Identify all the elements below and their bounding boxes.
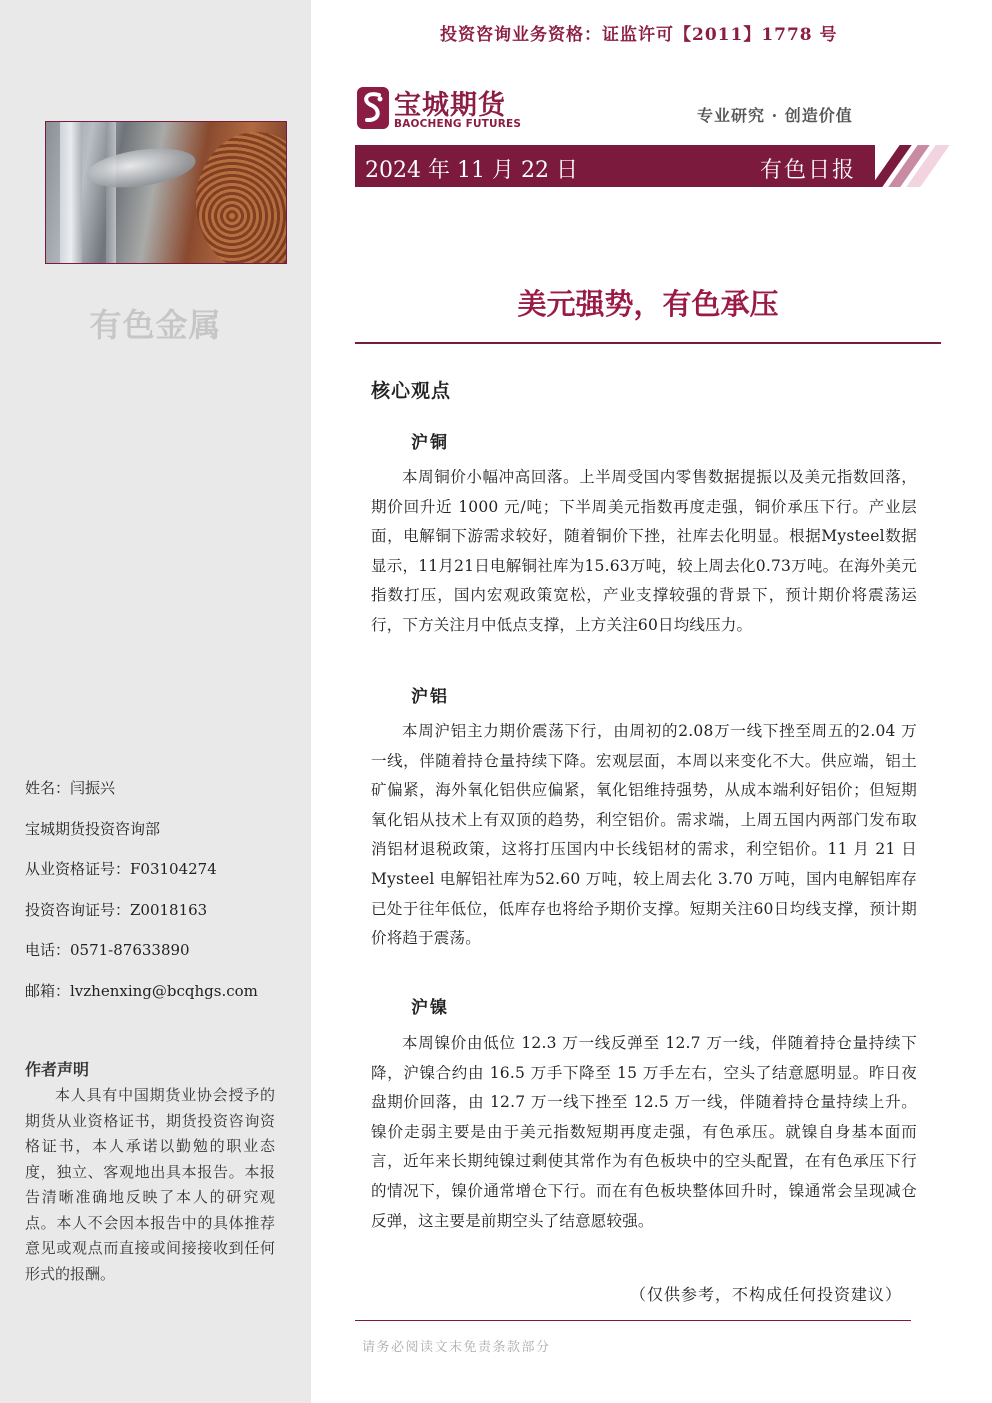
page-title: 美元强势，有色承压	[517, 287, 779, 321]
cover-image	[45, 121, 287, 264]
section-heading-nickel: 沪镍	[411, 998, 449, 1018]
slogan: 专业研究 · 创造价值	[697, 106, 853, 125]
author-department: 宝城期货投资咨询部	[25, 819, 161, 838]
author-name: 姓名：闫振兴	[25, 779, 116, 797]
company-logo	[356, 85, 526, 133]
section-text-aluminum: 本周沪铝主力期价震荡下行，由周初的2.08万一线下挫至周五的2.04 万一线，伴随着持仓量持续下降。宏观层面，本周以来变化不大。供应端，铝土矿偏紧，海外氧化铝供应偏紧，氧化铝维持强势，从成本端利好铝价；但短期氧化铝从技术上有双顶的趋势，利空铝价。需求端，上周五国内两部门发布取消铝材退税政策，这将打压国内中长线铝材的需求，利空铝价。11 月 21 日 Mysteel 电解铝社库为52.60 万吨，较上周去化 3.70 万吨，国内电解铝库存已处于往年低位，低库存也将给予期价支撑。短期关注60日均线支撑，预计期价将趋于震荡。	[371, 722, 917, 948]
footer-divider	[355, 1320, 911, 1321]
author-consult-license: 投资咨询证号：Z0018163	[25, 900, 208, 919]
author-phone: 电话：0571-87633890	[25, 941, 190, 959]
sidebar-category: 有色金属	[89, 306, 222, 344]
report-type: 有色日报	[760, 158, 857, 183]
reference-note: （仅供参考，不构成任何投资建议）	[630, 1285, 903, 1304]
report-date: 2024 年 11 月 22 日	[365, 158, 578, 183]
sidebar	[0, 0, 311, 1403]
section-heading-copper: 沪铜	[411, 433, 449, 453]
disclaimer-title: 作者声明	[25, 1060, 90, 1079]
section-heading-aluminum: 沪铝	[411, 687, 449, 707]
section-text-nickel: 本周镍价由低位 12.3 万一线反弹至 12.7 万一线，伴随着持仓量持续下降，沪镍合约由 16.5 万手下降至 15 万手左右，空头了结意愿明显。昨日夜盘期价回落，由 12.7 万一线下挫至 12.5 万一线，伴随着持仓量持续上升。镍价走弱主要是由于美元指数短期再度走强，有色承压。就镍自身基本面而言，近年来长期纯镍过剩使其常作为有色板块中的空头配置，在有色承压下行的情况下，镍价通常增仓下行。而在有色板块整体回升时，镍通常会呈现减仓反弹，这主要是前期空头了结意愿较强。	[371, 1034, 917, 1230]
author-info	[25, 776, 258, 1019]
license-text: 投资咨询业务资格：证监许可【2011】1778 号	[440, 25, 838, 45]
logo-chinese-name: 宝城期货	[394, 90, 506, 121]
author-email: 邮箱：lvzhenxing@bcqhgs.com	[25, 981, 258, 1000]
core-heading: 核心观点	[371, 380, 452, 402]
footer-text: 请务必阅读文末免责条款部分	[362, 1340, 551, 1355]
logo-mark-icon	[356, 85, 390, 131]
author-qualification: 从业资格证号：F03104274	[25, 860, 217, 878]
logo-english-name: BAOCHENG FUTURES	[394, 118, 522, 130]
section-text-copper: 本周铜价小幅冲高回落。上半周受国内零售数据提振以及美元指数回落，期价回升近 1000 元/吨；下半周美元指数再度走强，铜价承压下行。产业层面，电解铜下游需求较好，随着铜价下挫，社库去化明显。根据Mysteel数据显示，11月21日电解铜社库为15.63万吨，较上周去化0.73万吨。在海外美元指数打压，国内宏观政策宽松，产业支撑较强的背景下，预计期价将震荡运行，下方关注月中低点支撑，上方关注60日均线压力。	[371, 468, 917, 634]
disclaimer-body: 本人具有中国期货业协会授予的期货从业资格证书，期货投资咨询资格证书，本人承诺以勤勉的职业态度，独立、客观地出具本报告。本报告清晰准确地反映了本人的研究观点。本人不会因本报告中的具体推荐意见或观点而直接或间接接收到任何形式的报酬。	[25, 1086, 275, 1283]
title-divider	[355, 342, 941, 344]
